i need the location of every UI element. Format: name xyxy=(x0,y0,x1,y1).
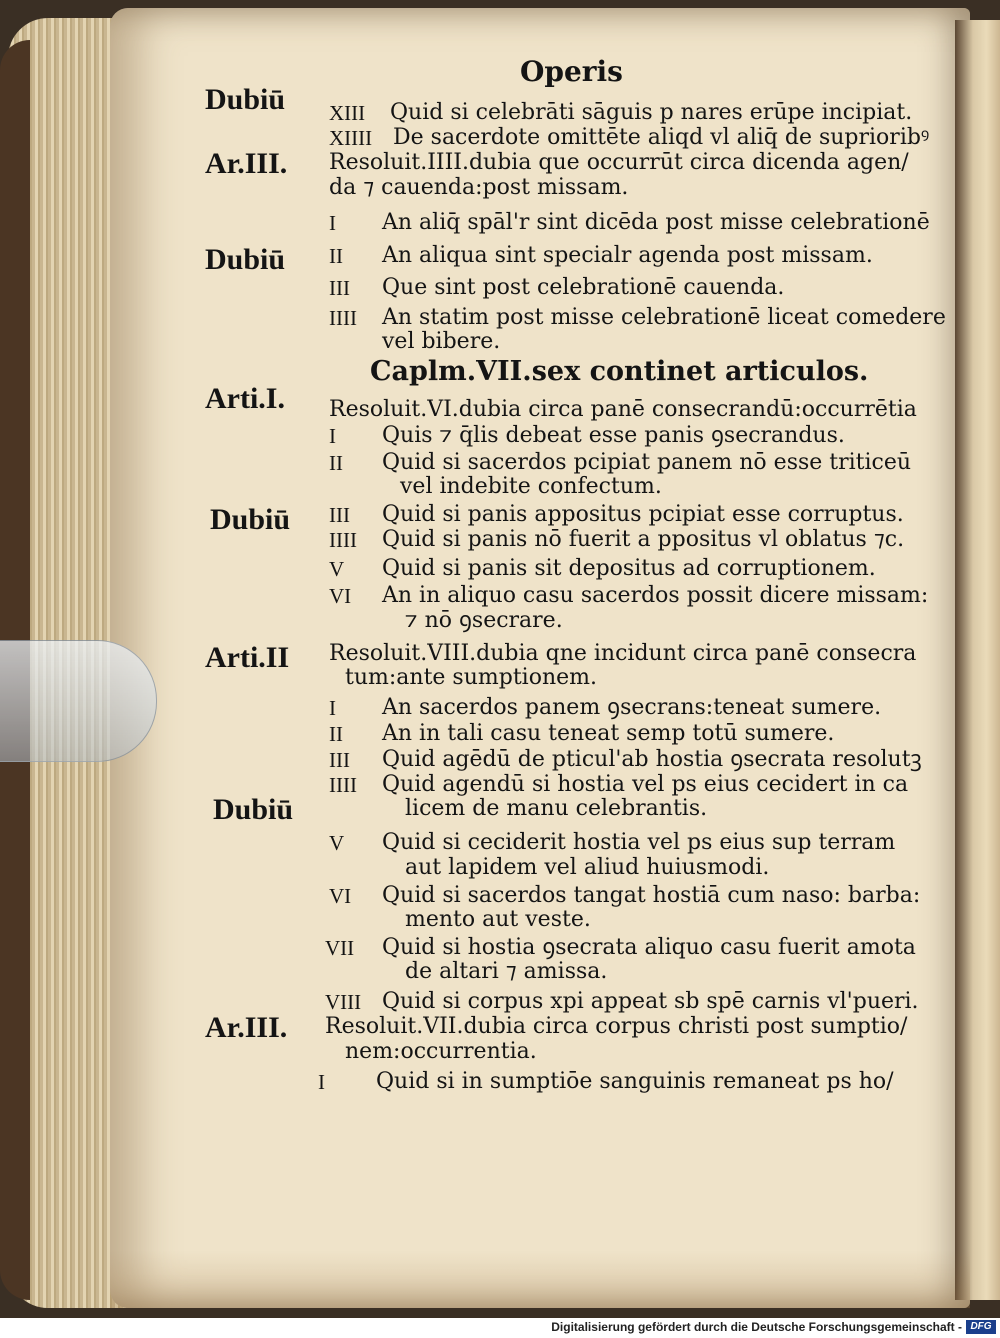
text-line: Quid agēdū de pticul'ab hostia ꝯsecrata resolutꝫ xyxy=(382,747,922,772)
line-number: VII xyxy=(325,936,355,960)
text-line: Que sint post celebrationē cauenda. xyxy=(382,275,785,300)
text-line: Quid si corpus xpi appeat sb spē carnis vl'pueri. xyxy=(382,989,919,1014)
line-number: III xyxy=(329,276,350,300)
text-line: da ⁊ cauenda:post missam. xyxy=(329,175,629,200)
text-line: De sacerdote omittēte aliqd vl aliq̄ de suprioribꝰ xyxy=(393,125,930,150)
line-number: I xyxy=(318,1070,325,1094)
funding-credit: Digitalisierung gefördert durch die Deutsche Forschungsgemeinschaft - xyxy=(551,1320,962,1334)
text-line: Quis ⁊ q̄lis debeat esse panis ꝯsecrandus. xyxy=(382,423,845,448)
text-line: An statim post misse celebrationē liceat comedere xyxy=(382,305,946,330)
text-line: Quid si sacerdos pcipiat panem nō esse triticeū xyxy=(382,450,912,475)
line-number: II xyxy=(329,722,343,746)
text-line: An in aliquo casu sacerdos possit dicere missam: xyxy=(382,583,929,608)
line-number: III xyxy=(329,748,350,772)
text-line: Resoluit.IIII.dubia que occurrūt circa dicenda agen/ xyxy=(329,150,909,175)
line-number: II xyxy=(329,451,343,475)
text-line: tum:ante sumptionem. xyxy=(345,665,597,690)
margin-article-1: Arti.I. xyxy=(205,382,285,415)
text-line: vel indebite confectum. xyxy=(400,474,662,499)
text-line: An aliq̄ spāl'r sint dicēda post misse celebrationē xyxy=(382,210,930,235)
footer-bar xyxy=(0,1318,1000,1338)
line-number: IIII xyxy=(329,773,357,797)
running-head: Operis xyxy=(520,55,623,88)
line-number: I xyxy=(329,696,336,720)
text-line: de altari ⁊ amissa. xyxy=(405,959,608,984)
line-number: I xyxy=(329,424,336,448)
text-line: Quid si ceciderit hostia vel ps eius sup terram xyxy=(382,830,896,855)
text-line: mento aut veste. xyxy=(405,907,591,932)
margin-dubium-3: Dubiū xyxy=(210,503,291,536)
text-line: An in tali casu teneat semp totū sumere. xyxy=(382,721,835,746)
text-line: Quid si in sumptiōe sanguinis remaneat ps ho/ xyxy=(376,1069,894,1094)
text-line: Resoluit.VI.dubia circa panē consecrandū:occurrētia xyxy=(329,397,917,422)
text-line: nem:occurrentia. xyxy=(345,1039,537,1064)
text-line: aut lapidem vel aliud huiusmodi. xyxy=(405,855,770,880)
chapter-heading: Caplm.VII.sex continet articulos. xyxy=(370,356,869,387)
line-number: VI xyxy=(329,884,352,908)
line-number: V xyxy=(329,831,345,855)
line-number: XIIII xyxy=(329,126,373,150)
text-line: An sacerdos panem ꝯsecrans:teneat sumere. xyxy=(382,695,882,720)
line-number: VIII xyxy=(325,990,362,1014)
text-line: Quid si panis nō fuerit a ppositus vl oblatus ⁊c. xyxy=(382,527,905,552)
text-line: Quid si panis sit depositus ad corruptionem. xyxy=(382,556,876,581)
margin-dubium-4: Dubiū xyxy=(213,793,294,826)
text-line: Resoluit.VII.dubia circa corpus christi post sumptio/ xyxy=(325,1014,908,1039)
margin-article-2: Arti.II xyxy=(205,641,290,674)
text-line: An aliqua sint specialr agenda post missam. xyxy=(382,243,873,268)
dfg-logo: DFG xyxy=(966,1320,996,1334)
text-line: Quid si hostia ꝯsecrata aliquo casu fuerit amota xyxy=(382,935,916,960)
line-number: VI xyxy=(329,584,352,608)
text-line: Resoluit.VIII.dubia qne incidunt circa panē consecra xyxy=(329,641,917,666)
text-line: Quid si sacerdos tangat hostiā cum naso: barba: xyxy=(382,883,921,908)
text-line: Quid si panis appositus pcipiat esse corruptus. xyxy=(382,502,904,527)
margin-dubium-2: Dubiū xyxy=(205,243,286,276)
line-number: IIII xyxy=(329,528,357,552)
text-line: licem de manu celebrantis. xyxy=(405,796,708,821)
line-number: III xyxy=(329,503,350,527)
line-number: XIII xyxy=(329,101,366,125)
line-number: I xyxy=(329,211,336,235)
text-line: Quid si celebrāti sāguis p nares erūpe incipiat. xyxy=(390,100,913,125)
text-line: vel bibere. xyxy=(382,329,501,354)
margin-article-3b: Ar.III. xyxy=(205,1011,288,1044)
line-number: V xyxy=(329,557,345,581)
line-number: II xyxy=(329,244,343,268)
margin-article-3: Ar.III. xyxy=(205,147,288,180)
line-number: IIII xyxy=(329,306,357,330)
text-line: Quid agendū si hostia vel ps eius cecidert in ca xyxy=(382,772,909,797)
text-line: ⁊ nō ꝯsecrare. xyxy=(405,608,563,633)
margin-dubium-1: Dubiū xyxy=(205,83,286,116)
